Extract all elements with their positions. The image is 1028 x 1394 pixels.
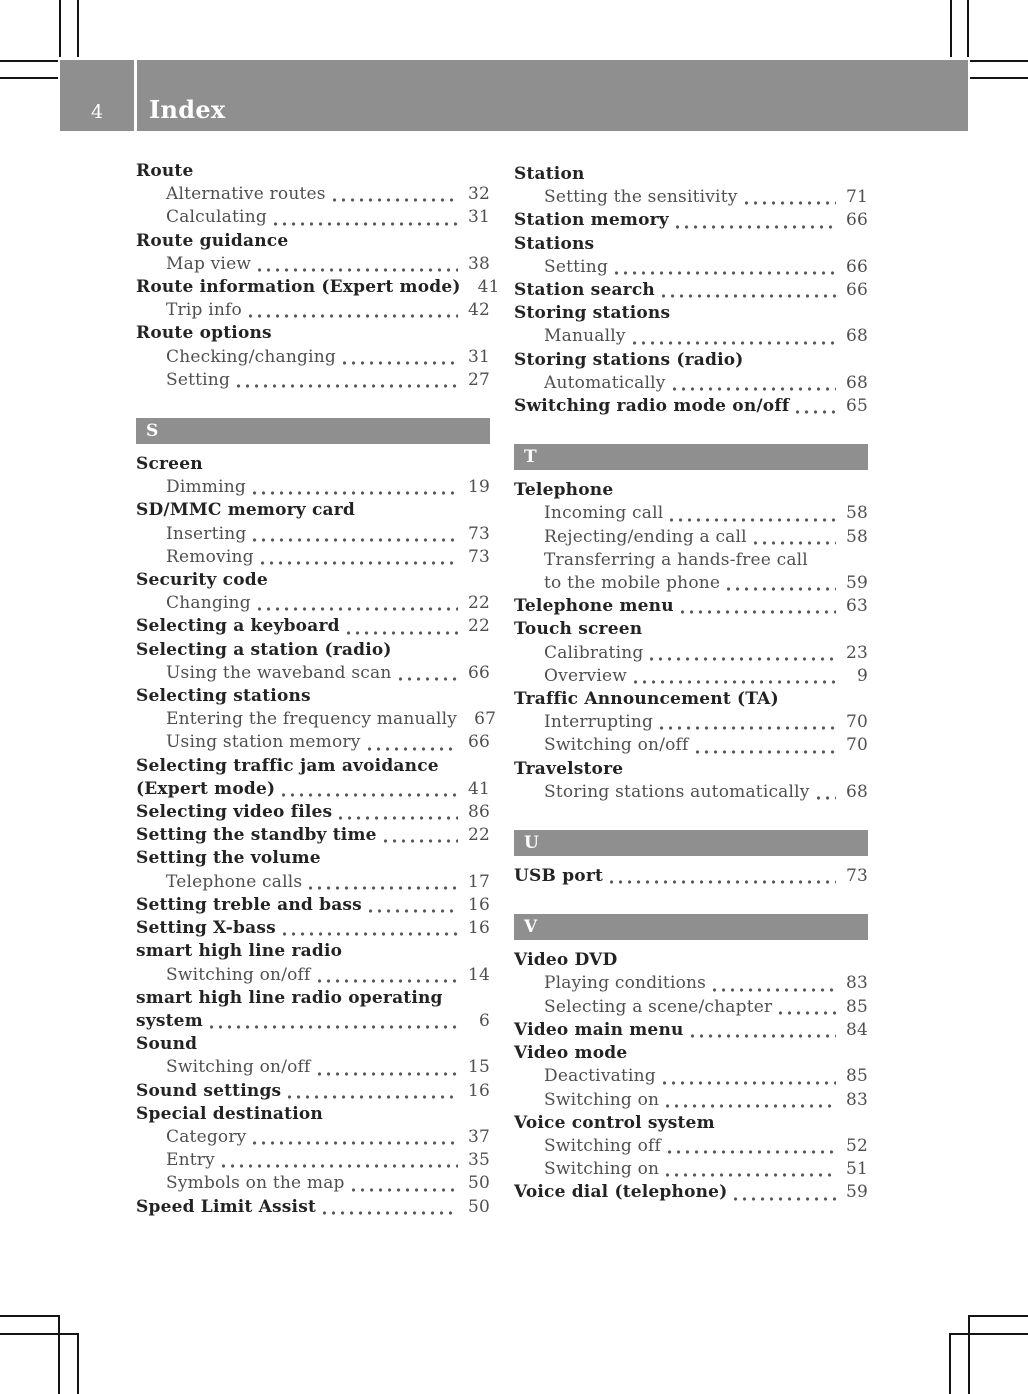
index-entry-label: Setting the standby time [136, 825, 377, 846]
dot-leader [261, 561, 458, 565]
dot-leader [282, 793, 458, 797]
index-entry [136, 276, 500, 299]
crop-mark [0, 1315, 60, 1317]
crop-mark [970, 77, 1028, 79]
index-entry [514, 595, 868, 618]
index-entry [136, 615, 490, 638]
index-entry-page-number: 66 [467, 732, 490, 753]
page-number: 4 [90, 101, 104, 123]
dot-leader [662, 294, 836, 298]
index-entry-label: Automatically [544, 372, 666, 393]
index-entry-label: Using the waveband scan [166, 662, 392, 683]
index-entry-label: Telephone menu [514, 596, 674, 617]
index-entry [514, 502, 868, 525]
index-entry-page-number: 23 [845, 642, 868, 663]
dot-leader [633, 341, 836, 345]
index-entry-page-number: 37 [467, 1126, 490, 1147]
index-entry-label: Route information (Expert mode) [136, 277, 461, 298]
dot-leader [258, 607, 458, 611]
index-entry-label: Trip info [166, 300, 242, 321]
index-entry-page-number: 84 [845, 1019, 868, 1040]
dot-leader [691, 1034, 836, 1038]
index-entry-label: Selecting a scene/chapter [544, 996, 773, 1017]
index-entry [136, 1033, 490, 1056]
index-entry [514, 758, 868, 781]
index-entry-page-number: 85 [845, 996, 868, 1017]
index-entry-label: SD/MMC memory card [136, 500, 356, 521]
index-entry [514, 279, 868, 302]
index-entry [136, 987, 490, 1010]
index-entry [514, 711, 868, 734]
index-entry [514, 972, 868, 995]
index-entry-page-number: 58 [845, 526, 868, 547]
index-entry-label: Dimming [166, 477, 246, 498]
index-entry-page-number: 22 [467, 616, 490, 637]
crop-mark [59, 0, 61, 57]
letter-section-label: S [146, 421, 159, 442]
index-entry-page-number: 85 [845, 1066, 868, 1087]
letter-section-label: V [524, 917, 538, 938]
dot-leader [274, 222, 458, 226]
index-entry-label: Selecting traffic jam avoidance [136, 755, 439, 776]
index-entry-page-number: 68 [845, 372, 868, 393]
dot-leader [663, 1081, 836, 1085]
letter-section-header [514, 444, 868, 470]
index-entry-label: Selecting a keyboard [136, 616, 340, 637]
letter-section-header [514, 914, 868, 940]
index-entry [514, 1019, 868, 1042]
index-entry-label: Manually [544, 326, 626, 347]
index-entry-page-number: 41 [477, 277, 500, 298]
index-entry-label: smart high line radio [136, 941, 343, 962]
dot-leader [258, 268, 458, 272]
crop-mark [949, 1333, 951, 1394]
index-entry-label: Traffic Announcement (TA) [514, 689, 779, 710]
dot-leader [660, 726, 836, 730]
index-entry-label: Video DVD [514, 950, 618, 971]
index-entry-label: Category [166, 1126, 247, 1147]
index-entry-page-number: 17 [467, 871, 490, 892]
index-entry [136, 685, 490, 708]
index-entry [136, 476, 490, 499]
letter-section-header [136, 418, 490, 444]
index-entry [136, 1080, 490, 1103]
index-entry-page-number: 32 [467, 184, 490, 205]
crop-mark [970, 60, 1028, 62]
index-entry-label: Selecting video files [136, 802, 333, 823]
page-header [60, 60, 968, 131]
index-entry-page-number: 19 [467, 477, 490, 498]
dot-leader [727, 587, 836, 591]
index-entry [136, 206, 490, 229]
letter-section-header [514, 830, 868, 856]
index-entry [514, 349, 868, 372]
index-entry-label: Map view [166, 253, 252, 274]
index-entry-page-number: 31 [467, 346, 490, 367]
index-entry-page-number: 70 [845, 712, 868, 733]
dot-leader [745, 201, 836, 205]
page-number-cell [60, 60, 137, 131]
dot-leader [339, 816, 458, 820]
index-entry-label: Special destination [136, 1103, 323, 1124]
index-entry [136, 1196, 490, 1219]
index-entry [136, 1103, 490, 1126]
index-entry-page-number: 9 [856, 665, 868, 686]
index-entry-label: Changing [166, 593, 251, 614]
index-entry-label: Using station memory [166, 732, 361, 753]
index-entry-page-number: 66 [467, 662, 490, 683]
index-entry [514, 781, 868, 804]
crop-mark [967, 0, 969, 57]
crop-mark [0, 1333, 79, 1335]
index-entry-label: Screen [136, 454, 203, 475]
index-entry [514, 642, 868, 665]
index-entry-page-number: 35 [467, 1150, 490, 1171]
index-entry [514, 1112, 868, 1135]
index-entry [136, 453, 490, 476]
index-entry [514, 618, 868, 641]
index-entry [514, 302, 868, 325]
index-entry-label: Setting treble and bass [136, 894, 362, 915]
crop-mark [968, 1315, 1028, 1317]
index-entry [514, 734, 868, 757]
dot-leader [681, 610, 836, 614]
dot-leader [210, 1025, 458, 1029]
index-entry-label: Entry [166, 1150, 215, 1171]
index-entry [136, 160, 490, 183]
index-entry [514, 1042, 868, 1065]
index-entry [514, 572, 868, 595]
index-entry-page-number: 41 [467, 778, 490, 799]
index-entry-label: Station [514, 164, 585, 184]
dot-leader [615, 271, 836, 275]
index-entry-page-number: 63 [845, 596, 868, 617]
index-entry [514, 256, 868, 279]
dot-leader [288, 1095, 458, 1099]
index-entry-page-number: 86 [467, 802, 490, 823]
index-entry-page-number: 27 [467, 369, 490, 390]
dot-leader [754, 541, 836, 545]
index-entry-label: Deactivating [544, 1066, 656, 1087]
index-entry [136, 523, 490, 546]
dot-leader [369, 909, 458, 913]
index-entry [514, 665, 868, 688]
index-entry-label: Playing conditions [544, 973, 707, 994]
letter-section-label: U [524, 833, 539, 854]
index-entry-label: Station memory [514, 210, 669, 231]
dot-leader [779, 1011, 836, 1015]
index-entry [136, 639, 490, 662]
index-entry-label: Sound [136, 1034, 198, 1055]
index-entry-label: system [136, 1010, 203, 1031]
index-entry [136, 1172, 490, 1195]
crop-mark [950, 0, 952, 57]
index-entry-page-number: 22 [467, 825, 490, 846]
dot-leader [666, 1104, 836, 1108]
index-entry-page-number: 52 [845, 1135, 868, 1156]
dot-leader [666, 1173, 836, 1177]
crop-mark [77, 0, 79, 57]
index-entry-label: Transferring a hands-free call [544, 549, 808, 570]
index-entry [136, 755, 490, 778]
dot-leader [253, 538, 458, 542]
index-entry-label: Incoming call [544, 503, 664, 524]
dot-leader [696, 750, 836, 754]
index-entry-page-number: 38 [467, 253, 490, 274]
index-entry-page-number: 68 [845, 781, 868, 802]
dot-leader [368, 747, 458, 751]
index-entry-label: Checking/changing [166, 346, 336, 367]
index-entry-label: Switching on/off [166, 1057, 311, 1078]
index-entry-page-number: 51 [845, 1159, 868, 1180]
index-entry-label: Storing stations (radio) [514, 349, 744, 370]
dot-leader [384, 839, 458, 843]
index-entry-label: Calibrating [544, 642, 644, 663]
index-entry-page-number: 68 [845, 326, 868, 347]
crop-mark [77, 1333, 79, 1394]
index-entry-page-number: 16 [467, 1080, 490, 1101]
index-entry-page-number: 66 [845, 280, 868, 301]
dot-leader [817, 796, 836, 800]
index-entry [514, 325, 868, 348]
index-entry [136, 1126, 490, 1149]
dot-leader [343, 361, 458, 365]
dot-leader [399, 677, 458, 681]
index-entry [136, 299, 490, 322]
index-entry-label: Selecting a station (radio) [136, 639, 392, 660]
index-entry-label: Switching on/off [166, 964, 311, 985]
dot-leader [253, 1141, 458, 1145]
dot-leader [734, 1197, 836, 1201]
index-entry [514, 996, 868, 1019]
dot-leader [352, 1188, 458, 1192]
index-entry-label: Selecting stations [136, 686, 311, 707]
index-entry [136, 499, 490, 522]
dot-leader [237, 384, 458, 388]
index-entry-label: Setting [544, 256, 609, 277]
index-entry-label: to the mobile phone [544, 573, 721, 594]
index-entry-page-number: 73 [467, 546, 490, 567]
index-entry-page-number: 66 [845, 256, 868, 277]
dot-leader [318, 1072, 458, 1076]
index-entry-label: Setting X-bass [136, 918, 276, 939]
dot-leader [222, 1164, 458, 1168]
index-entry [514, 479, 868, 502]
index-entry-label: Inserting [166, 523, 247, 544]
crop-mark [58, 1315, 60, 1394]
dot-leader [634, 680, 836, 684]
index-entry [136, 253, 490, 276]
index-entry [514, 1181, 868, 1204]
dot-leader [650, 657, 836, 661]
index-entry-label: Travelstore [514, 758, 624, 779]
index-entry-label: Rejecting/ending a call [544, 526, 747, 547]
dot-leader [249, 314, 458, 318]
index-entry-page-number: 58 [845, 503, 868, 524]
index-entry [136, 569, 490, 592]
index-entry [514, 395, 868, 418]
index-entry [514, 1089, 868, 1112]
dot-leader [323, 1211, 458, 1215]
index-entry [136, 546, 490, 569]
index-entry [514, 526, 868, 549]
index-entry-label: Storing stations automatically [544, 781, 810, 802]
crop-mark [949, 1333, 1028, 1335]
index-entry-page-number: 73 [845, 866, 868, 887]
dot-leader [309, 886, 458, 890]
index-entry [514, 1158, 868, 1181]
index-entry [136, 801, 490, 824]
dot-leader [676, 225, 836, 229]
index-entry-label: Speed Limit Assist [136, 1196, 317, 1217]
index-entry-page-number: 59 [845, 1182, 868, 1203]
index-entry-page-number: 42 [467, 300, 490, 321]
index-entry-label: Route guidance [136, 230, 289, 251]
index-entry-page-number: 16 [467, 918, 490, 939]
index-entry-label: Switching on [544, 1159, 660, 1180]
index-entry-label: Setting the sensitivity [544, 187, 738, 208]
dot-leader [670, 518, 836, 522]
index-entry-page-number: 83 [845, 973, 868, 994]
dot-leader [283, 932, 458, 936]
index-entry-page-number: 67 [474, 709, 497, 730]
page-title: Index [149, 95, 226, 124]
index-column-left [136, 160, 500, 1219]
index-entry [136, 871, 490, 894]
index-entry [136, 1056, 490, 1079]
index-entry [136, 847, 490, 870]
index-entry-label: Touch screen [514, 619, 643, 640]
dot-leader [796, 410, 836, 414]
index-entry-label: Telephone [514, 480, 614, 501]
index-entry-label: Stations [514, 233, 595, 254]
index-entry-label: Symbols on the map [166, 1173, 345, 1194]
crop-mark [0, 60, 58, 62]
index-entry [136, 708, 497, 731]
index-entry-label: Video mode [514, 1043, 628, 1064]
index-entry [136, 346, 490, 369]
index-entry-page-number: 70 [845, 735, 868, 756]
index-entry [136, 183, 490, 206]
dot-leader [668, 1150, 836, 1154]
index-entry [136, 917, 490, 940]
index-entry-label: Route options [136, 323, 272, 344]
index-entry-page-number: 50 [467, 1173, 490, 1194]
index-entry [514, 549, 868, 572]
index-entry-label: smart high line radio operating [136, 987, 443, 1008]
index-entry-label: Telephone calls [166, 871, 303, 892]
dot-leader [673, 387, 836, 391]
index-entry-label: Video main menu [514, 1019, 684, 1040]
index-entry-label: Security code [136, 570, 268, 591]
index-entry [136, 940, 490, 963]
letter-section-label: T [524, 447, 537, 468]
index-entry-page-number: 15 [467, 1057, 490, 1078]
index-entry-label: Route [136, 161, 194, 181]
index-entry [136, 894, 490, 917]
index-entry [136, 1149, 490, 1172]
index-entry [136, 778, 490, 801]
index-entry-label: Switching on/off [544, 735, 689, 756]
index-entry-page-number: 50 [467, 1196, 490, 1217]
index-entry-label: Voice control system [514, 1112, 715, 1133]
index-entry [514, 1135, 868, 1158]
index-entry [514, 186, 868, 209]
index-entry [514, 372, 868, 395]
index-entry [514, 209, 868, 232]
index-entry [136, 731, 490, 754]
index-entry-page-number: 73 [467, 523, 490, 544]
index-entry [514, 233, 868, 256]
index-entry-label: Alternative routes [166, 184, 326, 205]
index-entry-label: Switching radio mode on/off [514, 396, 790, 417]
dot-leader [318, 979, 458, 983]
index-entry-label: Station search [514, 280, 655, 301]
index-entry [514, 949, 868, 972]
index-entry-page-number: 83 [845, 1089, 868, 1110]
index-entry [514, 688, 868, 711]
index-entry-page-number: 16 [467, 894, 490, 915]
dot-leader [253, 491, 458, 495]
index-entry [136, 322, 490, 345]
index-entry-label: Sound settings [136, 1080, 282, 1101]
index-entry-page-number: 6 [478, 1010, 490, 1031]
index-entry-label: Overview [544, 665, 627, 686]
index-entry-page-number: 65 [845, 396, 868, 417]
index-entry [514, 865, 868, 888]
index-entry-label: Setting the volume [136, 848, 321, 869]
index-entry [136, 592, 490, 615]
page-title-cell [137, 60, 968, 131]
index-entry-page-number: 71 [845, 187, 868, 208]
index-entry-label: (Expert mode) [136, 778, 276, 799]
index-entry [136, 1010, 490, 1033]
index-entry-label: Storing stations [514, 303, 671, 324]
index-entry-label: Setting [166, 369, 231, 390]
index-entry-label: Calculating [166, 207, 267, 228]
index-entry-page-number: 14 [467, 964, 490, 985]
dot-leader [713, 988, 836, 992]
index-entry [136, 369, 490, 392]
index-entry-label: Switching on [544, 1089, 660, 1110]
index-entry [136, 662, 490, 685]
index-entry-label: USB port [514, 866, 604, 887]
index-entry-label: Switching off [544, 1135, 662, 1156]
index-entry-page-number: 66 [845, 210, 868, 231]
index-entry [136, 964, 490, 987]
index-entry-page-number: 59 [845, 573, 868, 594]
index-entry [136, 230, 490, 253]
index-entry-label: Interrupting [544, 712, 654, 733]
index-entry-page-number: 22 [467, 593, 490, 614]
crop-mark [0, 77, 58, 79]
crop-mark [968, 1315, 970, 1394]
index-entry-page-number: 31 [467, 207, 490, 228]
index-column-right [514, 163, 868, 1205]
index-entry-label: Entering the frequency manually [166, 709, 458, 730]
index-entry [136, 824, 490, 847]
index-entry [514, 1065, 868, 1088]
index-entry-label: Voice dial (telephone) [514, 1182, 728, 1203]
index-entry-label: Removing [166, 546, 254, 567]
index-entry [514, 163, 868, 186]
dot-leader [333, 198, 458, 202]
dot-leader [610, 880, 836, 884]
dot-leader [347, 631, 458, 635]
